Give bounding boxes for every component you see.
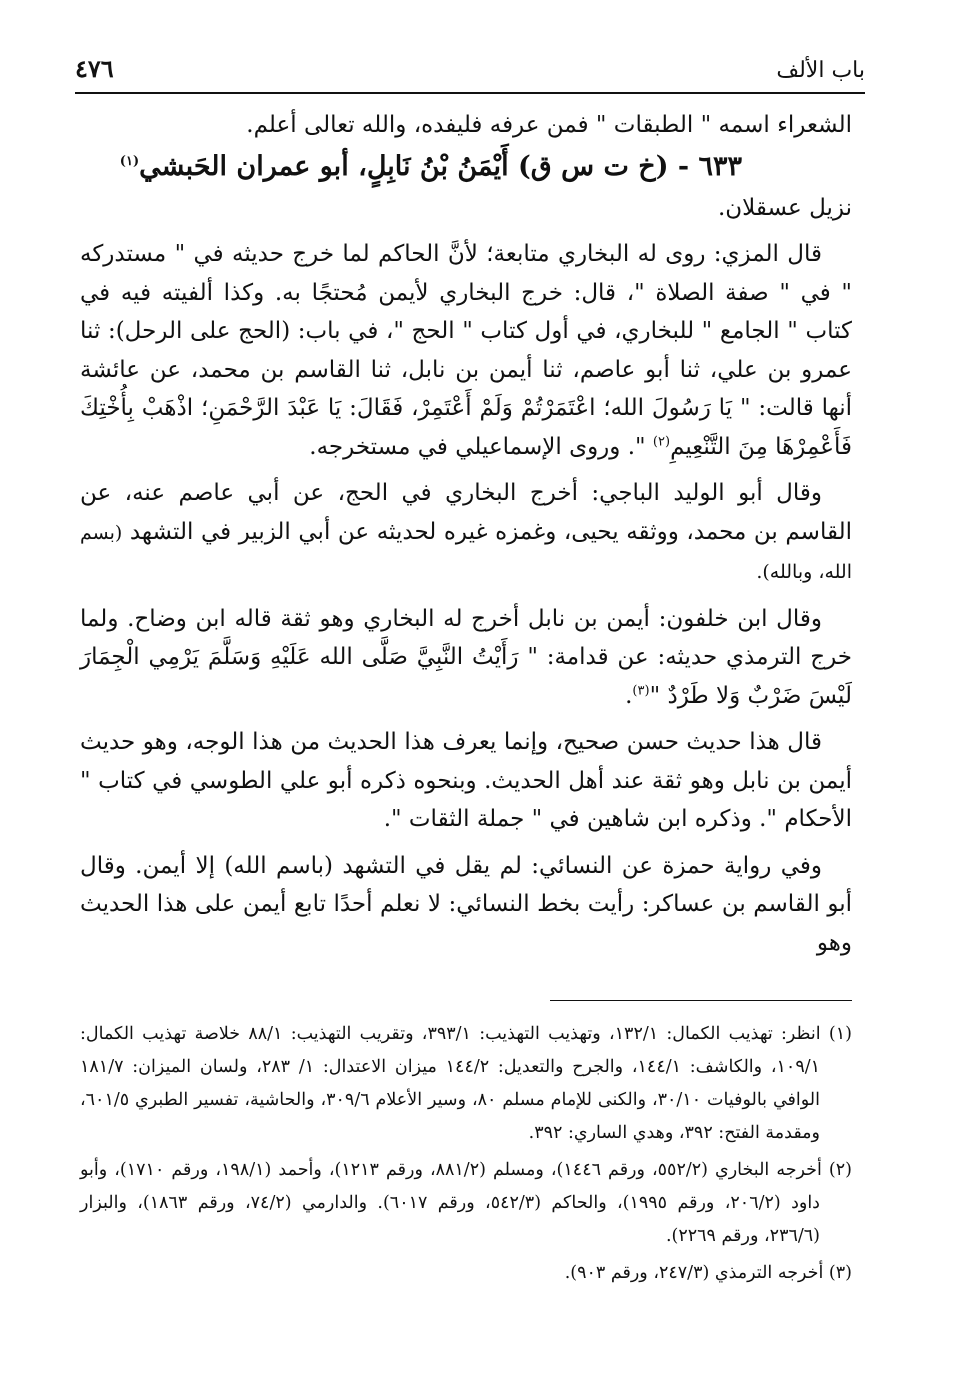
paragraph-text-small: (بسم الله، وبالله). [80, 521, 852, 583]
entry-heading-text: ٦٣٣ - (خ ت س ق) أَيْمَنُ بْنُ نَابِلٍ، أبو عمران الحَبشي [139, 150, 742, 182]
header-rule [75, 92, 865, 94]
footnotes [80, 1018, 852, 1294]
paragraph-tirmidhi [80, 723, 852, 839]
paragraph-text: وفي رواية حمزة عن النسائي: لم يقل في التشهد (باسم الله) إلا أيمن. وقال أبو القاسم بن عساكر: رأيت بخط النسائي: لا نعلم أحدًا تابع أيمن على هذا الحديث وهو [80, 852, 852, 956]
paragraph-text-end: . [625, 682, 633, 709]
paragraph-text: وقال أبو الوليد الباجي: أخرج البخاري في الحج، عن أبي عاصم عنه، عن القاسم بن محمد، ووثقه يحيى، وغمزه غيره لحديثه عن أبي الزبير في التشهد [80, 480, 852, 545]
running-header [75, 50, 865, 90]
footnote-2: (٢) أخرجه البخاري (٥٥٢/٢، ورقم ١٤٤٦)، ومسلم (٨٨١/٢، ورقم ١٢١٣)، وأحمد (١٩٨/١، ورقم ١٧١٠)، وأبو داود (٢٠٦/٢، ورقم ١٩٩٥)، والحاكم (٥٤٢/٣، ورقم ٦٠١٧). والدارمي (٧٤/٢، ورقم ١٨٦٣)، والبزار (٢٣٦/٦، ورقم ٢٢٦٩). [80, 1160, 852, 1246]
main-text [80, 106, 852, 962]
footnote-marker: (٢) [652, 433, 671, 449]
footnote-marker: (٣) [632, 682, 650, 698]
paragraph-nasai [80, 847, 852, 963]
footnote-separator [550, 1000, 852, 1001]
paragraph-baji [80, 474, 852, 592]
paragraph-continuation [80, 106, 852, 145]
paragraph-text: قال هذا حديث حسن صحيح، وإنما يعرف هذا الحديث من هذا الوجه، وهو حديث أيمن بن نابل وهو ثقة عند أهل الحديث. وبنحوه ذكره أبو علي الطوسي في كتاب " الأحكام ". وذكره ابن شاهين في " جملة الثقات ". [80, 729, 852, 832]
paragraph-khalfun [80, 600, 852, 716]
paragraph-text-end: ". وروى الإسماعيلي في مستخرجه. [309, 433, 653, 460]
footnote-1: (١) انظر: تهذيب الكمال: ١٣٢/١، وتهذيب التهذيب: ٣٩٣/١، وتقريب التهذيب: ٨٨/١ خلاصة تهذيب الكمال: ١٠٩/١، والكاشف: ١٤٤/١، والجرح والتعديل: ١٤٤/٢ ميزان الاعتدال: ١/ ٢٨٣، ولسان الميزان: ١٨١/٧ الوافي بالوفيات ٣٠/١٠، والكنى للإمام مسلم ٨٠، وسير الأعلام ٣٠٩/٦، والحاشية، تفسير الطبري ٦٠١/٥، ومقدمة الفتح: ٣٩٢، وهدي الساري: ٣٩٢. [80, 1024, 852, 1143]
entry-heading [80, 145, 852, 189]
footnote-marker: (١) [119, 153, 140, 169]
chapter-title: باب الألف [776, 58, 865, 83]
paragraph-residence [80, 189, 852, 228]
paragraph-text: قال المزي: روى له البخاري متابعة؛ لأنَّ الحاكم لما خرج حديثه في " مستدركه " في " صفة الصلاة "، قال: خرج البخاري لأيمن مُحتجًا به. وكذا ألفيته فيه في كتاب " الجامع " للبخاري، في أول كتاب " الحج "، في باب: (الحج على الرحل): ثنا عمرو بن علي، ثنا أبو عاصم، ثنا أيمن بن نابل، ثنا القاسم بن محمد، عن عائشة أنها قالت: " يَا رَسُولَ الله؛ اعْتَمَرْتُمْ وَلَمْ أَعْتَمِرْ، فَقَالَ: يَا عَبْدَ الرَّحْمَنِ؛ اذْهَبْ بِأُخْتِكَ فَأَعْمِرْهَا مِنَ التَّنْعِيمِ [80, 241, 852, 460]
paragraph-text: الشعراء اسمه " الطبقات " فمن عرفه فليفده، والله تعالى أعلم. [246, 112, 852, 138]
paragraph-mizzi [80, 235, 852, 466]
paragraph-text: نزيل عسقلان. [717, 194, 852, 221]
page-number: ٤٧٦ [75, 54, 114, 83]
paragraph-text: وقال ابن خلفون: أيمن بن نابل أخرج له البخاري وهو ثقة قاله ابن وضاح. ولما خرج الترمذي حديثه: عن قدامة: " رَأَيْتُ النَّبِيَّ صَلَّى الله عَلَيْهِ وَسَلَّمَ يَرْمِي الْجِمَارَ لَيْسَ ضَرْبٌ وَلا طَرْدٌ " [80, 605, 852, 709]
footnote-3: (٣) أخرجه الترمذي (٢٤٧/٣، ورقم ٩٠٣). [564, 1263, 852, 1283]
